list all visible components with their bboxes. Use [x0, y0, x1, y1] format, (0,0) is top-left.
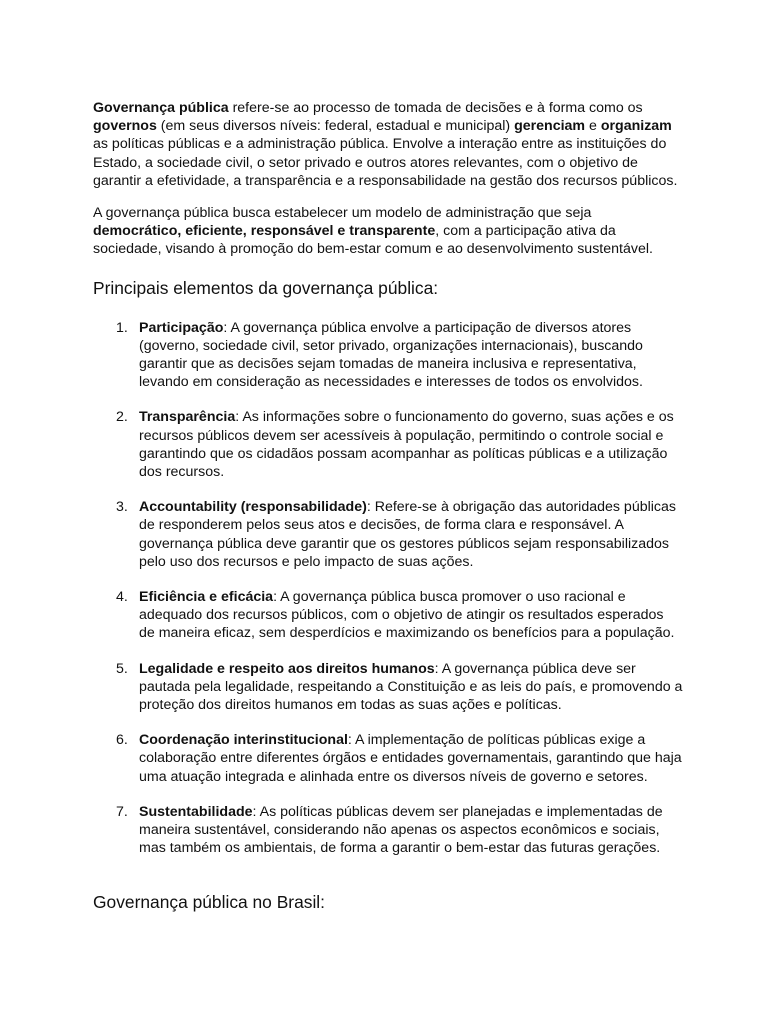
term-governanca-publica: Governança pública [93, 100, 229, 116]
list-item-text: : A governança pública deve ser pautada pela legalidade, respeitando a Constituição e as leis do país, e promovendo a proteção dos direitos humanos em todas as suas ações e políticas. [139, 660, 683, 714]
document-content [93, 99, 683, 913]
intro1-text-2: (em seus diversos níveis: federal, estadual e municipal) [156, 118, 515, 135]
list-item [93, 319, 683, 392]
list-item-term: Legalidade e respeito aos direitos humanos [139, 660, 435, 677]
list-item-text: : A governança pública busca promover o uso racional e adequado dos recursos públicos, com o objetivo de atingir os resultados esperados de maneira eficaz, sem desperdícios e maximizando os benefícios para a população. [139, 589, 675, 642]
list-item [93, 498, 683, 571]
list-item [93, 803, 683, 858]
list-item-term: Participação [139, 319, 224, 336]
list-item-term: Accountability (responsabilidade) [139, 499, 367, 516]
intro1-text-1: refere-se ao processo de tomada de decisões e à forma como os [228, 100, 643, 116]
list-item-text: : As informações sobre o funcionamento do governo, suas ações e os recursos públicos devem ser acessíveis à população, permitindo o controle social e garantindo que os cidadãos possam acompanhar as políticas públicas e a utilização dos recursos. [139, 409, 674, 481]
list-item-number: 6. [116, 732, 128, 749]
intro2-text-2: , com a participação ativa da sociedade, visando à promoção do bem-estar comum e ao desenvolvimento sustentável. [93, 223, 653, 258]
section-heading-principais-elementos: Principais elementos da governança pública: [93, 277, 439, 298]
list-item-number: 5. [116, 660, 128, 677]
term-organizam: organizam [600, 118, 672, 135]
intro1-text-3: e [585, 118, 601, 135]
list-item-number: 1. [116, 319, 128, 336]
list-item-term: Coordenação interinstitucional [139, 732, 348, 749]
list-item [93, 408, 683, 481]
intro-paragraph-2 [93, 204, 683, 259]
list-item-text: : As políticas públicas devem ser planejadas e implementadas de maneira sustentável, considerando não apenas os aspectos econômicos e sociais, mas também os ambientais, de forma a garantir o bem-estar das futuras gerações. [139, 803, 663, 857]
list-item-number: 4. [116, 589, 128, 606]
list-item [93, 588, 683, 643]
list-item-number: 2. [116, 409, 128, 426]
list-item-number: 3. [116, 499, 128, 516]
list-item-text: : A governança pública envolve a participação de diversos atores (governo, sociedade civil, setor privado, organizações internacionais), buscando garantir que as decisões sejam tomadas de maneira inclusiva e representativa, levando em consideração as necessidades e interesses de todos os envolvidos. [139, 319, 643, 391]
section-heading-brasil: Governança pública no Brasil: [93, 891, 326, 912]
term-model-qualities: democrático, eficiente, responsável e transparente [93, 223, 436, 240]
intro2-text-1: A governança pública busca estabelecer um modelo de administração que seja [93, 205, 592, 222]
list-item-term: Sustentabilidade [139, 803, 253, 820]
list-item-text: : Refere-se à obrigação das autoridades públicas de responderem pelos seus atos e decisões, de forma clara e responsável. A governança pública deve garantir que os gestores públicos sejam responsabilizados pelo uso dos recursos e pelo impacto de suas ações. [139, 499, 676, 570]
intro1-text-4: as políticas públicas e a administração pública. Envolve a interação entre as instituições do Estado, a sociedade civil, o setor privado e outros atores relevantes, com o objetivo de garantir a efetividade, a transparência e a responsabilidade na gestão dos recursos públicos. [93, 136, 678, 189]
list-item [93, 660, 683, 715]
intro-paragraph-1 [93, 99, 683, 190]
list-item-number: 7. [116, 803, 128, 820]
list-item-term: Transparência [139, 409, 236, 426]
elements-list [93, 319, 683, 858]
term-gerenciam: gerenciam [514, 118, 586, 135]
list-item [93, 731, 683, 786]
list-item-term: Eficiência e eficácia [139, 589, 274, 606]
term-governos: governos [93, 118, 157, 135]
list-item-text: : A implementação de políticas públicas exige a colaboração entre diferentes órgãos e entidades governamentais, garantindo que haja uma atuação integrada e alinhada entre os diversos níveis de governo e setores. [139, 732, 682, 785]
